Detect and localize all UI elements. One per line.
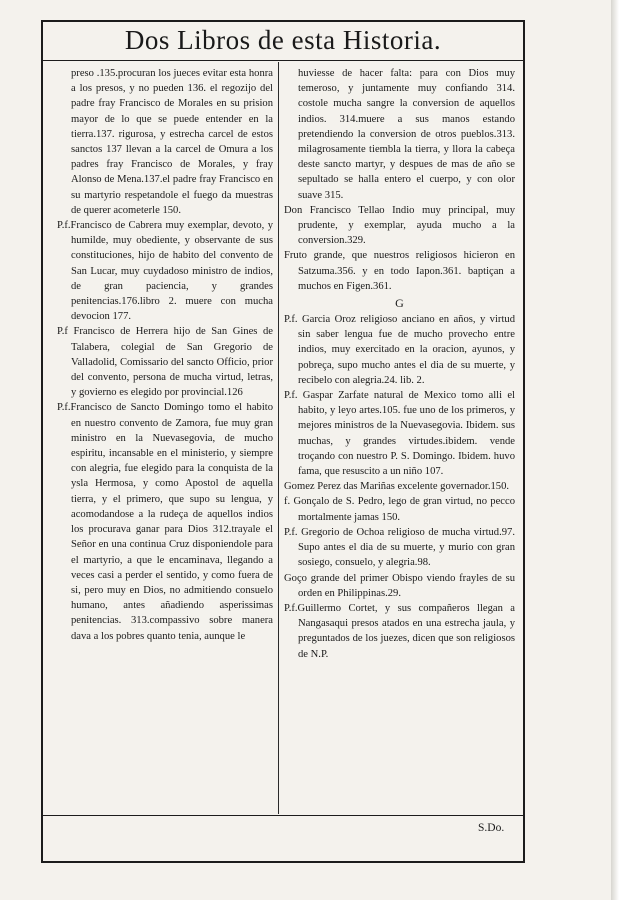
header-rule (41, 60, 525, 61)
index-entry: Gomez Perez das Mariñas excelente governador.150. (284, 481, 510, 493)
index-entry: P.f Francisco de Herrera hijo de San Gines de Talabera, colegial de San Gregorio de Valladolid, Comissario del sancto Officio, prior del convento, persona de mucha virtud, letras, y govierno es elegido por provincial.126 (57, 326, 273, 399)
index-entry: preso .135.procuran los jueces evitar esta honra a los presos, y no pueden 136. el regozijo del padre fray Francisco de Morales en su prision mayor de lo que se puede entender en la tierra.137. rigurosa, y estrecha carcel de estos sanctos 137 llevan a la carcel de Omura a los padres fray Francisco de Morales, y fray Alonso de Mena.137.el padre fray Francisco en su martyrio respetandole el fuego da muestras de querer acometerle 150. (71, 68, 273, 216)
left-column (57, 66, 273, 644)
index-entry: P.f. Gaspar Zarfate natural de Mexico tomo alli el habito, y leyo artes.105. fue uno de los primeros, y mejores ministros de la Nuevasegovia. Ibidem. sus muchas, y grandes virtudes.ibidem. vende troçando con nuestro P. S. Domingo. Ibidem. huvo fama, que resuscito a un niño 107. (284, 390, 515, 478)
running-title: Dos Libros de esta Historia. (124, 25, 442, 55)
index-entry: P.f.Guillermo Cortet, y sus compañeros llegan a Nangasaqui presos atados en una estrecha jaula, y preguntados de los juezes, dicen que son religiosos de N.P. (284, 602, 515, 660)
right-column (284, 66, 515, 662)
section-letter: G (395, 296, 404, 311)
footer-rule (41, 815, 525, 816)
index-entry: P.f. Gregorio de Ochoa religioso de mucha virtud.97. Supo antes el dia de su muerte, y murio con gran sosiego, consuelo, y alegria.98. (284, 526, 515, 569)
index-entry: P.f. Garcia Oroz religioso anciano en años, y virtud sin saber lengua fue de mucho provecho entre indios, muy exercitado en la oracion, ayunos, y pobreça, supo mucho antes el dia de su muerte, y recibelo con alegria.24. lib. 2. (284, 314, 515, 386)
column-divider (278, 62, 279, 814)
index-entry: Don Francisco Tellao Indio muy principal, muy prudente, y exemplar, ayuda mucho a la conversion.329. (284, 204, 515, 247)
index-entry: huviesse de hacer falta: para con Dios muy temeroso, y juntamente muy confiando 314. costole mucha sangre la conversion de aquellos indios. 314.muere a sus manos estando pretendiendo la conversion de otros pueblos.313. milagrosamente tiembla la tierra, y llora la cabeça deste sancto martyr, y despues de mas de año se sepultado se halla entero el cuerpo, y con olor suave 315. (298, 68, 515, 201)
index-entry: P.f.Francisco de Sancto Domingo tomo el habito en nuestro convento de Zamora, fue muy gran ministro en la Nuevasegovia, de mucho espiritu, incansable en el ministerio, y siempre con alegria, fue elegido para la conquista de la ysla Hermosa, y como Apostol de aquella tierra, y el primero, que supo su lengua, y acomodandose a la rudeça de aquellos indios los procurava ganar para Dios 312.trayale el Señor en una continua Cruz disponiendole para el martyrio, a que le encaminava, llegando a veces casi a perder el sentido, y como fuera de si, pero muy en Dios, no admitiendo consuelo humano, antes añadiendo asperissimas penitencias. 313.compassivo sobre manera dava a los pobres quanto tenia, aunque le (57, 402, 273, 642)
index-entry: P.f.Francisco de Cabrera muy exemplar, devoto, y humilde, muy obediente, y observante de sus constituciones, hijo de habito del convento de San Lucar, muy cuydadoso ministro de indios, de gran paciencia, y grandes penitencias.176.libro 2. muere con mucha devocion 177. (57, 220, 273, 323)
index-entry: Goço grande del primer Obispo viendo frayles de su orden en Philippinas.29. (284, 572, 515, 599)
index-entry: f. Gonçalo de S. Pedro, lego de gran virtud, no pecco mortalmente jamas 150. (284, 496, 515, 523)
catchword: S.Do. (478, 822, 505, 834)
index-entry: Fruto grande, que nuestros religiosos hicieron en Satzuma.356. y en todo Iapon.361. baptiçan a muchos en Figen.361. (284, 250, 515, 292)
